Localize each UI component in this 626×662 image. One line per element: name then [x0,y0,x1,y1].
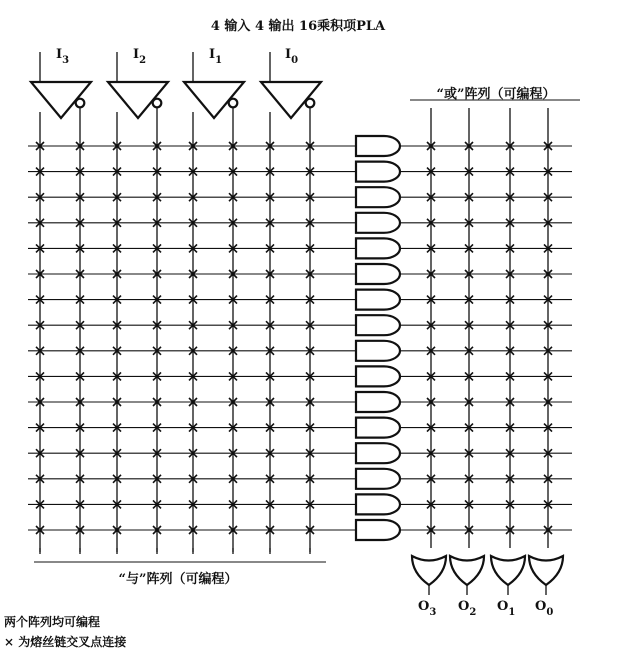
or-gate-0 [412,556,446,585]
input-label-i0: $I_0$ [285,47,299,66]
and-gate-13 [356,469,400,489]
and-gate-8 [356,341,400,361]
or-gates [412,556,563,595]
input-label-i2: $I_2$ [133,47,147,66]
inverter-bubble-3 [306,99,315,108]
output-label-o2: $O_2$ [458,599,477,618]
input-label-i1: $I_1$ [209,47,223,66]
inverter-bubble-1 [153,99,162,108]
and-gate-7 [356,315,400,335]
and-gate-3 [356,213,400,233]
input-label-i3: $I_3$ [56,47,70,66]
and-gate-14 [356,494,400,514]
note-fuse-link: × 为熔丝链交叉点连接 [4,635,127,649]
and-gate-5 [356,264,400,284]
note-both-programmable: 两个阵列均可编程 [4,615,101,629]
output-label-o0: $O_0$ [535,599,554,618]
or-gate-1 [450,556,484,585]
and-gate-9 [356,366,400,386]
inverter-bubble-0 [76,99,85,108]
and-gate-4 [356,238,400,258]
input-buffers [31,52,321,118]
inverter-bubble-2 [229,99,238,108]
and-gate-0 [356,136,400,156]
output-labels [418,599,553,618]
or-gate-3 [529,556,563,585]
or-gate-2 [491,556,525,585]
and-gate-11 [356,418,400,438]
and-gate-10 [356,392,400,412]
and-gates [356,136,400,540]
input-labels [56,47,298,66]
or-array-label: “或”阵列（可编程） [436,87,556,102]
and-gate-12 [356,443,400,463]
and-array-label: “与”阵列（可编程） [118,572,238,587]
and-gate-6 [356,290,400,310]
and-gate-15 [356,520,400,540]
fuse-marks [36,142,552,534]
output-label-o1: $O_1$ [497,599,516,618]
output-label-o3: $O_3$ [418,599,437,618]
diagram-title: 4 输入 4 输出 16乘积项PLA [210,19,386,34]
array-lines [28,100,580,562]
and-gate-2 [356,187,400,207]
and-gate-1 [356,162,400,182]
